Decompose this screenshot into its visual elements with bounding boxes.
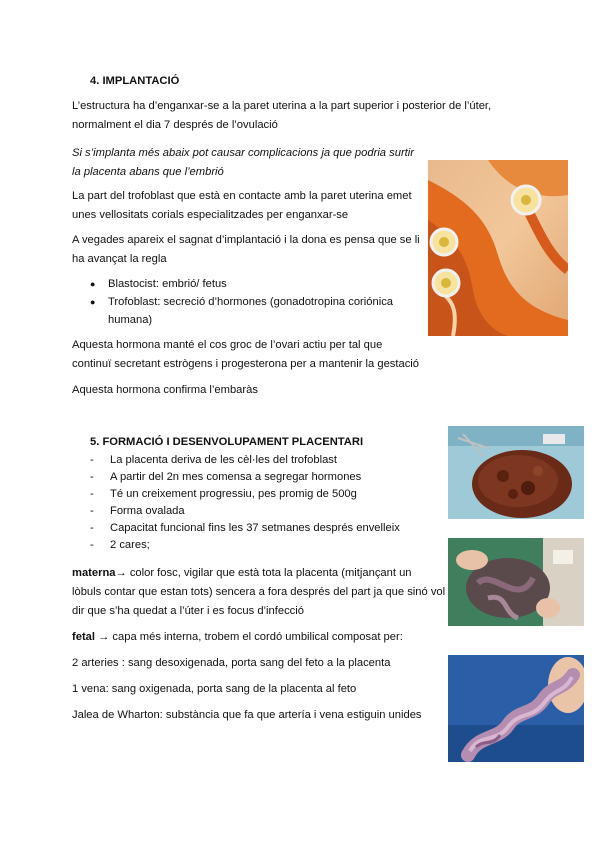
bullet-item-blastocist: ● Blastocist: embrió/ fetus xyxy=(90,275,393,293)
section-4-heading: 4. IMPLANTACIÓ xyxy=(90,75,180,87)
placenta-photo-maternal xyxy=(448,426,584,519)
paragraph-complications-line1: Si s’implanta més abaix pot causar complicacions ja que podria surtir xyxy=(72,147,414,159)
implantation-illustration xyxy=(428,160,568,336)
paragraph-materna-line3: dir que s’ha quedat a l’úter i es focus d’infecció xyxy=(72,605,304,617)
materna-label: materna xyxy=(72,567,116,579)
dash-item: - Capacitat funcional fins les 37 setmanes després envelleix xyxy=(90,520,400,537)
paragraph-bleeding-line2: ha avançat la regla xyxy=(72,253,167,265)
fetal-label: fetal xyxy=(72,631,96,643)
dash-item: - A partir del 2n mes comensa a segregar hormones xyxy=(90,469,400,486)
arrow: → xyxy=(98,631,110,643)
paragraph-arteries: 2 arteries : sang desoxigenada, porta sang del feto a la placenta xyxy=(72,657,391,669)
dash-item: - Té un creixement progressiu, pes promig de 500g xyxy=(90,486,400,503)
placenta-dash-list xyxy=(90,452,400,554)
paragraph-structure-line2: normalment el dia 7 després de l’ovulació xyxy=(72,119,278,131)
paragraph-structure-line1: L’estructura ha d’enganxar-se a la paret uterina a la part superior i posterior de l’úter, xyxy=(72,100,492,112)
dash-item: - Forma ovalada xyxy=(90,503,400,520)
bullet-item-trofoblast: ● Trofoblast: secreció d’hormones (gonadotropina coriónica humana) xyxy=(90,293,393,329)
umbilical-cord-photo xyxy=(448,655,584,762)
paragraph-complications-line2: la placenta abans que l’embrió xyxy=(72,166,224,178)
dash-item: - 2 cares; xyxy=(90,537,400,554)
paragraph-jalea: Jalea de Wharton: substància que fa que artería i vena estiguin unides xyxy=(72,709,422,721)
paragraph-trophoblast-line2: unes vellositats corials especialitzades per enganxar-se xyxy=(72,209,349,221)
paragraph-fetal: fetal → capa més interna, trobem el cordó umbilical composat per: xyxy=(72,631,403,643)
section-5-heading: 5. FORMACIÓ I DESENVOLUPAMENT PLACENTARI xyxy=(90,436,364,448)
paragraph-trophoblast-line1: La part del trofoblast que està en contacte amb la paret uterina emet xyxy=(72,190,412,202)
paragraph-vena: 1 vena: sang oxigenada, porta sang de la placenta al feto xyxy=(72,683,357,695)
paragraph-hormone-line2: continuï secretant estrògens i progesterona per a mantenir la gestació xyxy=(72,358,420,370)
placenta-photo-fetal xyxy=(448,538,584,626)
paragraph-hormone-line1: Aquesta hormona manté el cos groc de l’ovari actiu per tal que xyxy=(72,339,383,351)
arrow: → xyxy=(115,567,127,579)
dash-item: - La placenta deriva de les cèl·les del trofoblast xyxy=(90,452,400,469)
paragraph-pregnancy: Aquesta hormona confirma l’embaràs xyxy=(72,384,258,396)
paragraph-materna-line2: lòbuls contar que estan tots) sencera a fora després del part ja que sinó vol xyxy=(72,586,446,598)
implantation-bullet-list xyxy=(90,275,393,329)
paragraph-bleeding-line1: A vegades apareix el sagnat d’implantació i la dona es pensa que se li xyxy=(72,234,420,246)
paragraph-materna-line1: materna→ color fosc, vigilar que està tota la placenta (mitjançant un xyxy=(72,567,412,579)
